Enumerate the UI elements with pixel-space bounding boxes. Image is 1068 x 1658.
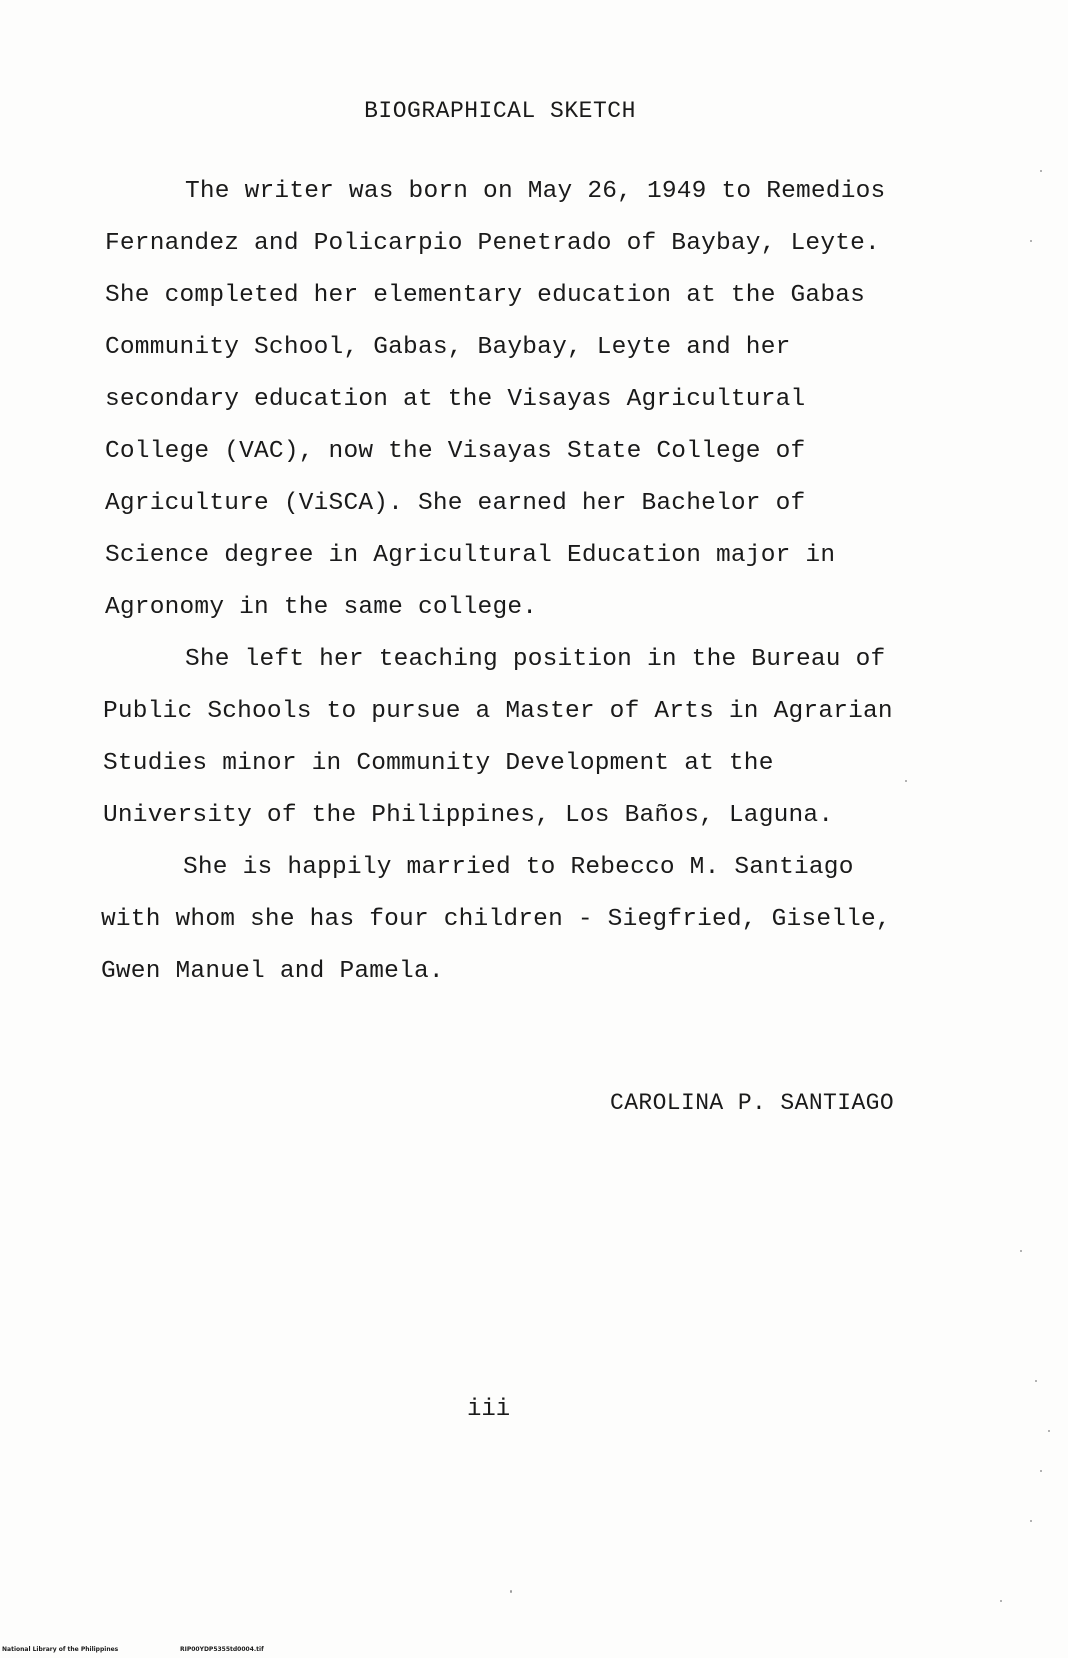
text-line: Science degree in Agricultural Education major in xyxy=(105,542,836,569)
text-line: College (VAC), now the Visayas State College of xyxy=(105,438,806,465)
scan-speck xyxy=(905,780,907,782)
text-line: Agriculture (ViSCA). She earned her Bachelor of xyxy=(105,490,806,517)
text-line: Studies minor in Community Development at the xyxy=(103,750,774,777)
scan-speck xyxy=(1020,1250,1022,1252)
text-line: Agronomy in the same college. xyxy=(105,594,538,621)
scan-speck xyxy=(1048,1430,1050,1432)
text-line: Gwen Manuel and Pamela. xyxy=(101,958,444,985)
text-line: She is happily married to Rebecco M. Santiago xyxy=(183,854,854,881)
text-line: Community School, Gabas, Baybay, Leyte and her xyxy=(105,334,791,361)
page-number: iii xyxy=(467,1396,511,1423)
text-line: The writer was born on May 26, 1949 to Remedios xyxy=(185,178,886,205)
text-line: University of the Philippines, Los Baños, Laguna. xyxy=(103,802,834,829)
footer-library-label: National Library of the Philippines xyxy=(2,1646,119,1653)
scan-speck xyxy=(1030,1520,1032,1522)
text-line: She completed her elementary education at the Gabas xyxy=(105,282,866,309)
text-line: with whom she has four children - Siegfried, Giselle, xyxy=(101,906,891,933)
signature-name: CAROLINA P. SANTIAGO xyxy=(610,1090,895,1116)
scan-speck xyxy=(510,1590,512,1593)
scan-speck xyxy=(1040,170,1042,172)
text-line: Public Schools to pursue a Master of Arts in Agrarian xyxy=(103,698,893,725)
scan-speck xyxy=(1035,1380,1037,1382)
scan-speck xyxy=(1040,1470,1042,1472)
scan-speck xyxy=(1000,1600,1002,1602)
scan-speck xyxy=(1030,240,1032,242)
text-line: Fernandez and Policarpio Penetrado of Baybay, Leyte. xyxy=(105,230,880,257)
text-line: secondary education at the Visayas Agricultural xyxy=(105,386,806,413)
document-title: BIOGRAPHICAL SKETCH xyxy=(364,98,636,124)
footer-file-id: RIP00YDP5355td0004.tif xyxy=(180,1646,264,1653)
text-line: She left her teaching position in the Bureau of xyxy=(185,646,886,673)
